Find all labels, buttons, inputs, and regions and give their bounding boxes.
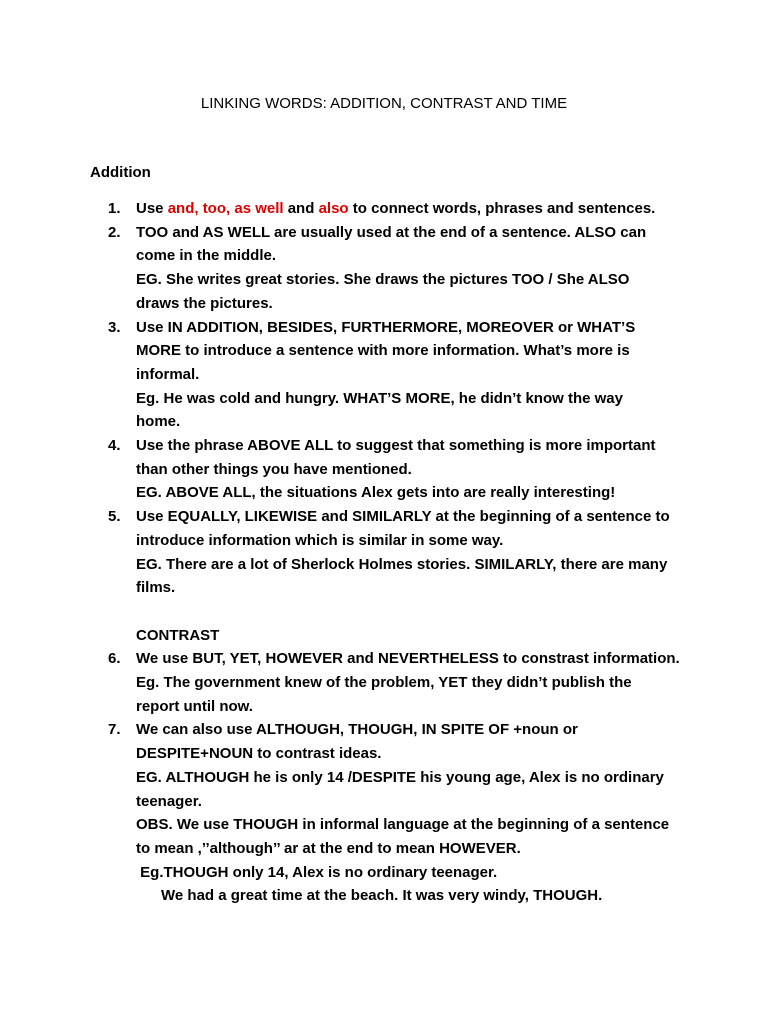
example-line: Eg.THOUGH only 14, Alex is no ordinary teenager. (136, 863, 498, 881)
item-line: We can also use ALTHOUGH, THOUGH, IN SPITE OF +noun or (136, 721, 578, 739)
example-line: home. (136, 413, 181, 431)
item-line: Use EQUALLY, LIKEWISE and SIMILARLY at the beginning of a sentence to (136, 508, 670, 526)
list-item-4 (108, 434, 728, 505)
item-line: Use the phrase ABOVE ALL to suggest that something is more important (136, 437, 656, 455)
item-line: Use IN ADDITION, BESIDES, FURTHERMORE, MOREOVER or WHAT’S (136, 318, 636, 336)
addition-heading: Addition (90, 164, 151, 181)
note-line: to mean ,’’although’’ ar at the end to mean HOWEVER. (136, 839, 521, 857)
item-line: TOO and AS WELL are usually used at the end of a sentence. ALSO can (136, 223, 647, 241)
example-line: films. (136, 579, 176, 597)
example-line: Eg. He was cold and hungry. WHAT’S MORE, he didn’t know the way (136, 389, 623, 407)
example-line: EG. She writes great stories. She draws the pictures TOO / She ALSO (136, 271, 630, 289)
contrast-heading: CONTRAST (136, 626, 220, 644)
item-line: than other things you have mentioned. (136, 460, 412, 478)
text-run: Use (136, 200, 168, 217)
list-item-3 (108, 316, 728, 435)
highlight-red: and, too, as well (167, 200, 284, 217)
example-line: report until now. (136, 697, 253, 715)
item-line: We use BUT, YET, HOWEVER and NEVERTHELESS to constrast information. (136, 650, 680, 668)
list-item-5 (108, 505, 728, 600)
example-line: EG. ABOVE ALL, the situations Alex gets into are really interesting! (136, 484, 616, 502)
example-line: We had a great time at the beach. It was very windy, THOUGH. (136, 887, 603, 905)
item-line (136, 197, 728, 221)
example-line: EG. ALTHOUGH he is only 14 /DESPITE his young age, Alex is no ordinary (136, 768, 664, 786)
item-number: 3. (108, 318, 121, 336)
example-line: draws the pictures. (136, 294, 273, 312)
example-line: teenager. (136, 792, 202, 810)
item-number: 5. (108, 508, 121, 526)
item-number: 6. (108, 650, 121, 668)
obs-note (108, 813, 728, 908)
list-item-2 (108, 221, 728, 316)
item-line: DESPITE+NOUN to contrast ideas. (136, 745, 382, 763)
item-number: 7. (108, 721, 121, 739)
text-run: and (283, 200, 319, 217)
note-line: OBS. We use THOUGH in informal language at the beginning of a sentence (136, 816, 670, 834)
text-run: to connect words, phrases and sentences. (348, 200, 656, 217)
item-number: 2. (108, 223, 121, 241)
example-line: EG. There are a lot of Sherlock Holmes stories. SIMILARLY, there are many (136, 555, 668, 573)
item-line: informal. (136, 365, 200, 383)
example-line: Eg. The government knew of the problem, YET they didn’t publish the (136, 674, 632, 692)
item-line: introduce information which is similar in some way. (136, 531, 504, 549)
list-item-7 (108, 718, 728, 813)
linking-words-list (108, 197, 728, 908)
document-title: LINKING WORDS: ADDITION, CONTRAST AND TIME (200, 95, 568, 112)
item-number: 4. (108, 437, 121, 455)
item-line: MORE to introduce a sentence with more information. What’s more is (136, 342, 630, 360)
item-number: 1. (108, 200, 121, 217)
item-line: come in the middle. (136, 247, 277, 265)
highlight-red: also (318, 200, 349, 217)
list-item-6 (108, 647, 728, 718)
list-item-1 (108, 197, 728, 221)
